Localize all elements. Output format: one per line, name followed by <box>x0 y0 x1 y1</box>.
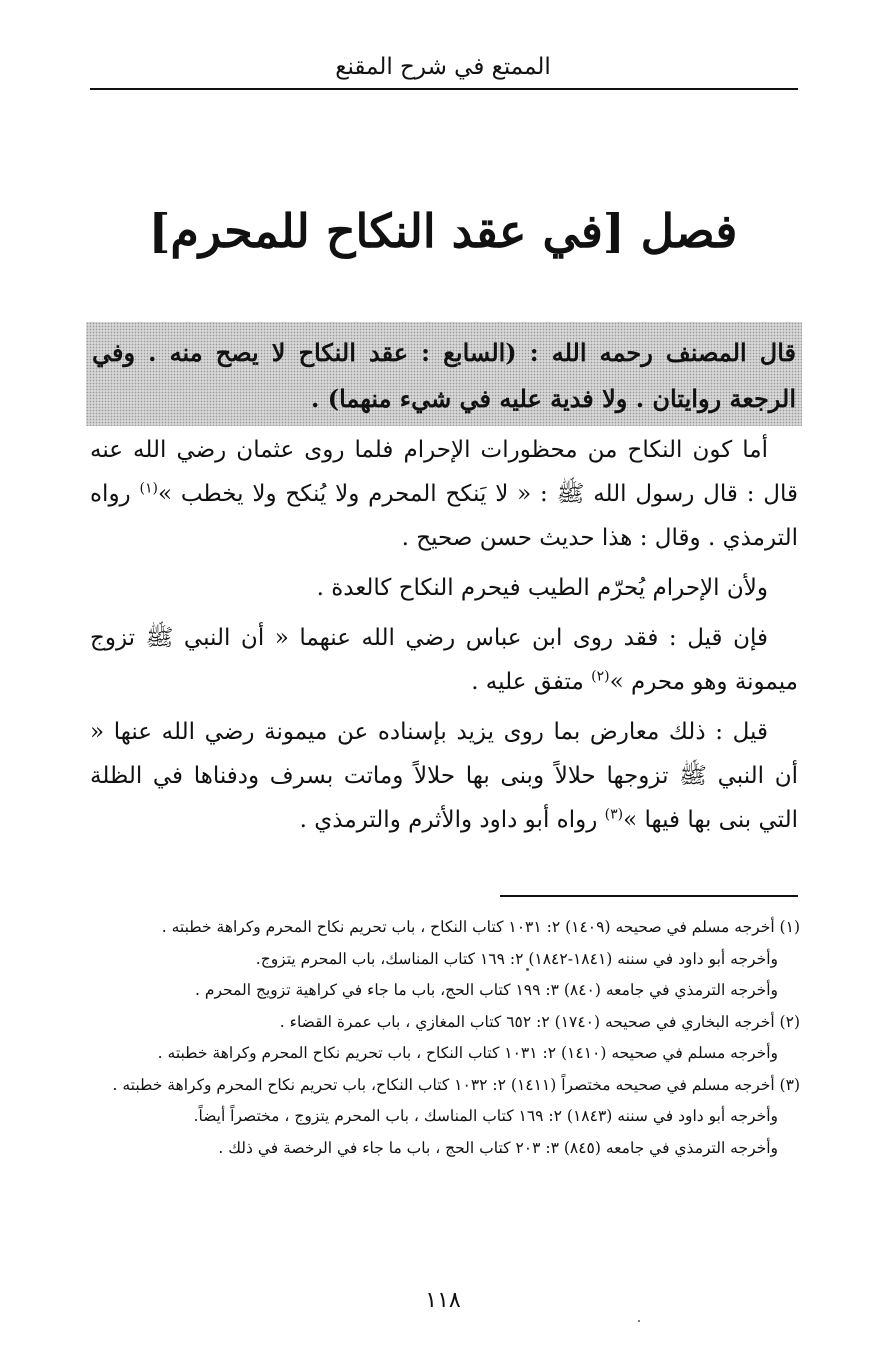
body-text <box>90 428 798 842</box>
footnote-3-cont: وأخرجه الترمذي في جامعه (٨٤٥) ٣: ٢٠٣ كتاب الحج ، باب ما جاء في الرخصة في ذلك . <box>218 1138 778 1157</box>
body-paragraph-2: ولأن الإحرام يُحرّم الطيب فيحرم النكاح كالعدة . <box>316 575 768 601</box>
body-paragraph-3 <box>90 616 798 704</box>
footnote-1-cont: وأخرجه الترمذي في جامعه (٨٤٠) ٣: ١٩٩ كتاب الحج، باب ما جاء في كراهية تزويج المحرم . <box>195 981 778 999</box>
print-speck <box>638 1320 640 1322</box>
print-speck <box>526 968 529 971</box>
footnote-3-cont: وأخرجه أبو داود في سننه (١٨٤٣) ٢: ١٦٩ كتاب المناسك ، باب المحرم يتزوج ، مختصراً أيضاً. <box>193 1107 778 1125</box>
footnote-ref-2[interactable]: (٢) <box>591 668 610 685</box>
footnote-3: (٣) أخرجه مسلم في صحيحه مختصراً (١٤١١) ٢: ١٠٣٢ كتاب النكاح، باب تحريم نكاح المحرم وكراهة خطبته . <box>112 1075 800 1094</box>
chapter-title: فصل [في عقد النكاح للمحرم] <box>148 204 738 258</box>
matn-highlight-box <box>86 322 802 426</box>
body-text-run: رواه أبو داود والأثرم والترمذي . <box>299 807 605 833</box>
footnote-2-cont: وأخرجه مسلم في صحيحه (١٤١٠) ٢: ١٠٣١ كتاب النكاح ، باب تحريم نكاح المحرم وكراهة خطبته . <box>157 1044 778 1062</box>
body-text-run: رواه الترمذي . وقال : هذا حديث حسن صحيح . <box>90 481 798 551</box>
body-text-run: قيل : ذلك معارض بما روى يزيد بإسناده عن ميمونة رضي الله عنها « أن النبي ﷺ تزوجها حلالاً وبنى بها حلالاً وماتت بسرف ودفناها في الظلة التي بنى بها فيها » <box>90 719 798 833</box>
body-text-run: فإن قيل : فقد روى ابن عباس رضي الله عنهما « أن النبي ﷺ تزوج ميمونة وهو محرم » <box>90 625 798 695</box>
footnotes <box>78 912 800 1164</box>
body-text-run: أما كون النكاح من محظورات الإحرام فلما روى عثمان رضي الله عنه قال : قال رسول الله ﷺ : « لا يَنكح المحرم ولا يُنكح ولا يخطب » <box>90 437 798 507</box>
footnote-1: (١) أخرجه مسلم في صحيحه (١٤٠٩) ٢: ١٠٣١ كتاب النكاح ، باب تحريم نكاح المحرم وكراهة خطبته . <box>161 918 800 936</box>
page-number: ١١٨ <box>425 1288 461 1313</box>
header-rule <box>90 88 798 90</box>
running-head: الممتع في شرح المقنع <box>335 54 551 80</box>
body-paragraph-1 <box>90 428 798 560</box>
matn-text: قال المصنف رحمه الله : (السابع : عقد النكاح لا يصح منه . وفي الرجعة روايتان . ولا فدية عليه في شيء منهما) . <box>92 338 797 413</box>
body-text-run: متفق عليه . <box>471 669 592 695</box>
footnote-rule <box>500 895 798 897</box>
footnote-ref-3[interactable]: (٣) <box>604 806 624 823</box>
body-paragraph-4 <box>90 710 798 842</box>
footnote-1-cont: وأخرجه أبو داود في سننه (١٨٤١-١٨٤٢) ٢: ١٦٩ كتاب المناسك، باب المحرم يتزوج. <box>255 949 778 968</box>
footnote-2: (٢) أخرجه البخاري في صحيحه (١٧٤٠) ٢: ٦٥٢ كتاب المغازي ، باب عمرة القضاء . <box>279 1012 800 1031</box>
footnote-ref-1[interactable]: (١) <box>139 480 158 497</box>
